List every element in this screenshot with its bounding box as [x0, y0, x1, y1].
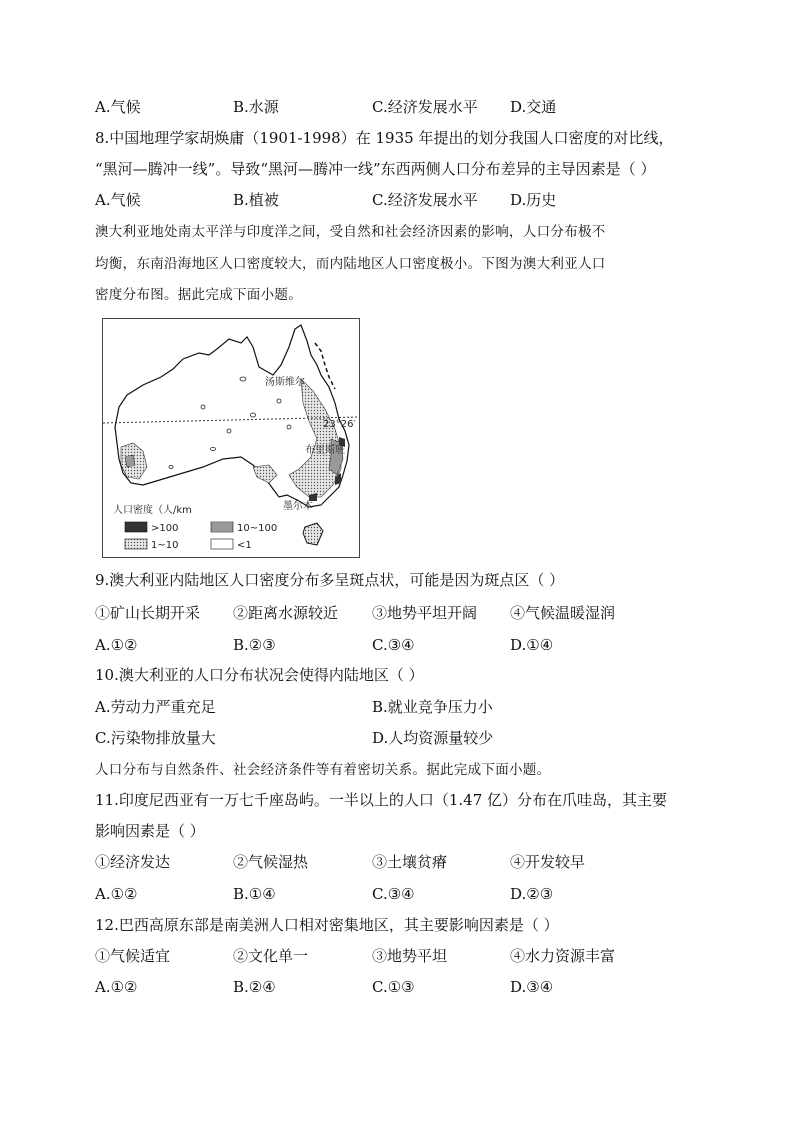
- q9-choice-3: ③地势平坦开阔: [372, 604, 478, 622]
- q9-choice-2: ②距离水源较近: [233, 604, 339, 622]
- legend-swatch-10-100: [211, 522, 233, 532]
- q10-option-a: A.劳动力严重充足: [95, 698, 216, 716]
- label-townsville: 汤斯维尔: [265, 377, 305, 388]
- q12-option-d: D.③④: [510, 978, 554, 996]
- legend-label-over-100: >100: [151, 523, 179, 534]
- q12-option-c: C.①③: [372, 978, 415, 996]
- q9-stem: 9.澳大利亚内陆地区人口密度分布多呈斑点状，可能是因为斑点区（ ）: [95, 571, 565, 589]
- q8-option-c: C.经济发展水平: [372, 191, 478, 209]
- q11-option-b: B.①④: [233, 885, 276, 903]
- q8-stem-line2: “黑河—腾冲一线”。导致“黑河—腾冲一线”东西两侧人口分布差异的主导因素是（ ）: [95, 160, 656, 178]
- q9-option-c: C.③④: [372, 636, 415, 654]
- q7-option-b: B.水源: [233, 98, 279, 116]
- q11-option-c: C.③④: [372, 885, 415, 903]
- q9-choice-1: ①矿山长期开采: [95, 604, 201, 622]
- q10-option-c: C.污染物排放量大: [95, 729, 216, 747]
- q7-option-d: D.交通: [510, 98, 557, 116]
- density-10-100-southwest: [125, 455, 135, 467]
- q10-option-b: B.就业竞争压力小: [372, 698, 493, 716]
- q7-option-a: A.气候: [95, 98, 141, 116]
- q8-stem-line1: 8.中国地理学家胡焕庸（1901-1998）在 1935 年提出的划分我国人口密度的对比线，: [95, 129, 674, 147]
- legend-label-1-10: 1~10: [151, 540, 179, 551]
- q10-stem: 10.澳大利亚的人口分布状况会使得内陆地区（ ）: [95, 666, 424, 684]
- q12-option-b: B.②④: [233, 978, 276, 996]
- au-intro-line2: 均衡，东南沿海地区人口密度较大，而内陆地区人口密度极小。下图为澳大利亚人口: [95, 256, 606, 272]
- q7-option-c: C.经济发展水平: [372, 98, 478, 116]
- q11-choice-2: ②气候湿热: [233, 853, 309, 871]
- q12-choice-4: ④水力资源丰富: [510, 947, 616, 965]
- q8-option-a: A.气候: [95, 191, 141, 209]
- legend-label-10-100: 10~100: [237, 523, 278, 534]
- au-intro-line1: 澳大利亚地处南太平洋与印度洋之间，受自然和社会经济因素的影响，人口分布极不: [95, 224, 606, 240]
- q11-choice-3: ③土壤贫瘠: [372, 853, 448, 871]
- q9-option-d: D.①④: [510, 636, 554, 654]
- q9-choice-4: ④气候温暖湿润: [510, 604, 616, 622]
- legend-title: 人口密度（人/km: [113, 505, 192, 516]
- q8-option-d: D.历史: [510, 191, 557, 209]
- map-svg: [103, 319, 359, 557]
- legend-swatch-over-100: [125, 522, 147, 532]
- q11-option-d: D.②③: [510, 885, 554, 903]
- au-intro-line3: 密度分布图。据此完成下面小题。: [95, 287, 302, 303]
- q12-option-a: A.①②: [95, 978, 138, 996]
- q11-option-a: A.①②: [95, 885, 138, 903]
- q12-choice-1: ①气候适宜: [95, 947, 171, 965]
- q11-choice-4: ④开发较早: [510, 853, 586, 871]
- pop-intro: 人口分布与自然条件、社会经济条件等有着密切关系。据此完成下面小题。: [95, 762, 551, 778]
- q11-stem-line2: 影响因素是（ ）: [95, 822, 205, 840]
- q8-option-b: B.植被: [233, 191, 279, 209]
- q9-option-b: B.②③: [233, 636, 276, 654]
- legend-label-under-1: <1: [237, 540, 252, 551]
- q11-choice-1: ①经济发达: [95, 853, 171, 871]
- q12-stem: 12.巴西高原东部是南美洲人口相对密集地区，其主要影响因素是（ ）: [95, 916, 559, 934]
- q11-stem-line1: 11.印度尼西亚有一万七千座岛屿。一半以上的人口（1.47 亿）分布在爪哇岛，其主要: [95, 791, 668, 809]
- label-brisbane: 布里斯班: [305, 445, 345, 456]
- legend-swatch-1-10: [125, 539, 147, 549]
- q12-choice-3: ③地势平坦: [372, 947, 448, 965]
- tasmania: [303, 523, 323, 545]
- q12-choice-2: ②文化单一: [233, 947, 309, 965]
- q9-option-a: A.①②: [95, 636, 138, 654]
- q10-option-d: D.人均资源量较少: [372, 729, 494, 747]
- australia-density-map: [102, 318, 360, 558]
- legend-swatch-under-1: [211, 539, 233, 549]
- label-tropic: 23°26′: [323, 419, 356, 430]
- label-melbourne: 墨尔本: [283, 501, 313, 512]
